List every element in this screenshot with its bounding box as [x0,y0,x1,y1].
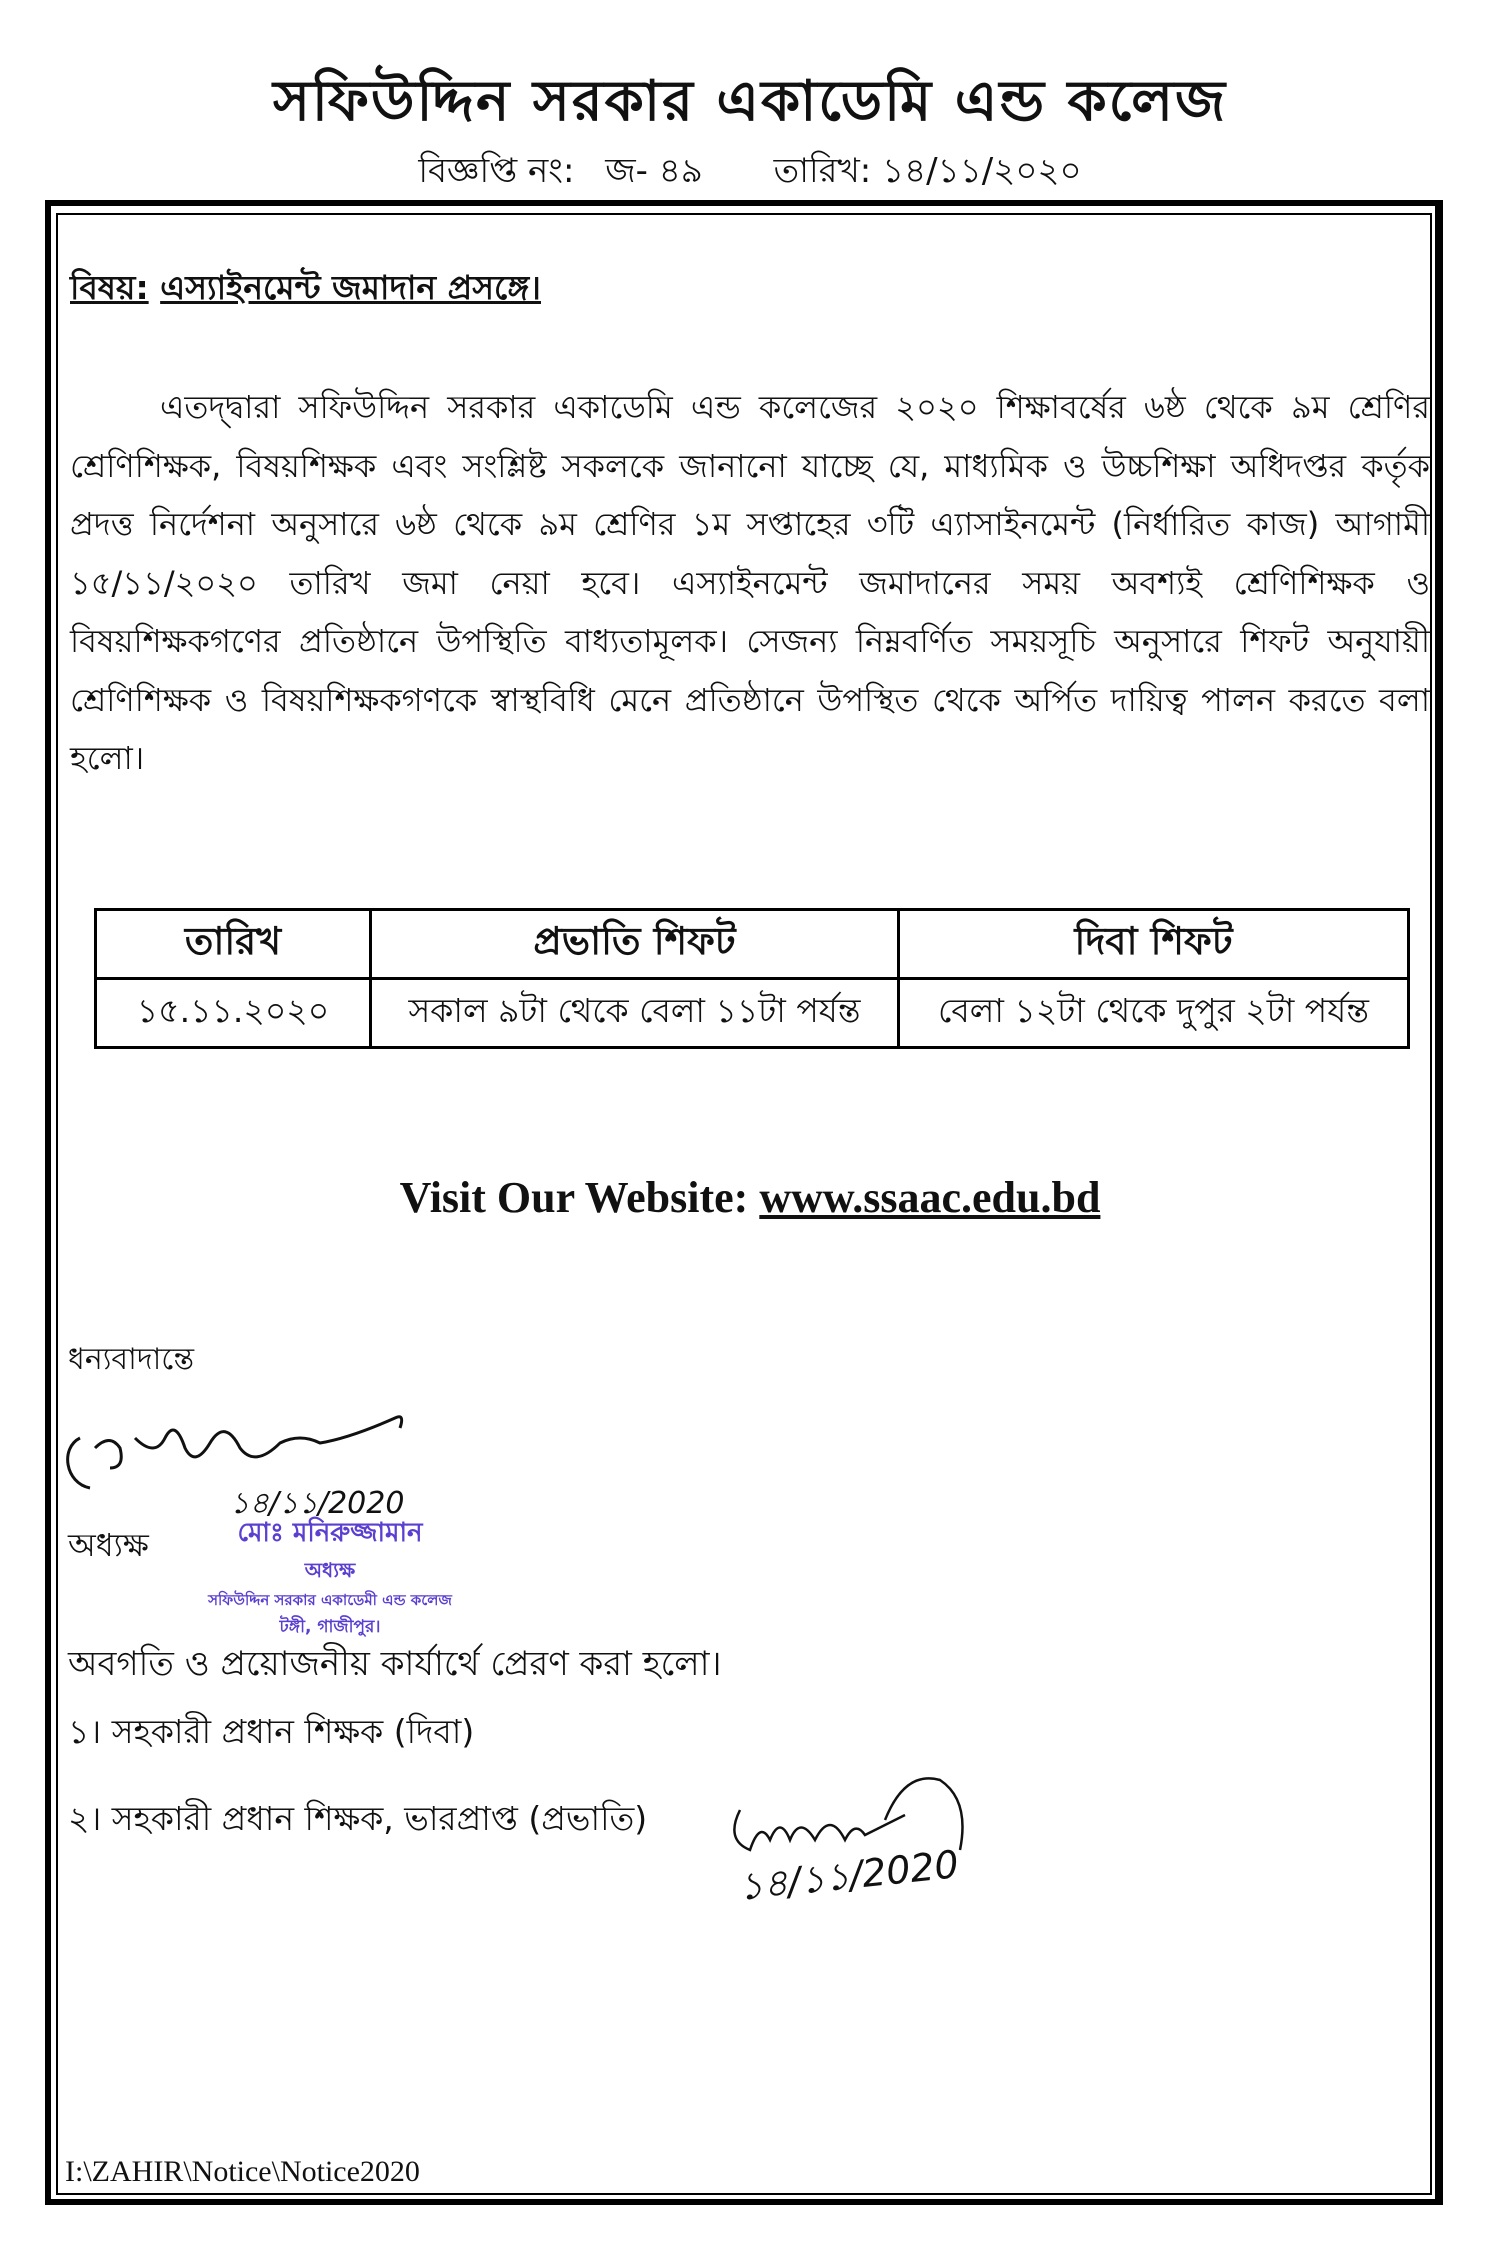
principal-title: অধ্যক্ষ [68,1526,149,1564]
closing: ধন্যবাদান্তে [68,1342,195,1377]
website-label: Visit Our Website: [399,1173,749,1222]
forwarding-text: অবগতি ও প্রয়োজনীয় কার্যার্থে প্রেরণ করা হলো। [68,1644,722,1684]
file-path-footer: I:\ZAHIR\Notice\Notice2020 [65,2155,420,2188]
subject-label: বিষয়: [70,268,149,307]
institution-title: সফিউদ্দিন সরকার একাডেমি এন্ড কলেজ [272,69,1228,134]
date-label: তারিখ: [773,151,872,191]
signature-date: ১৪/১১/2020 [230,1486,405,1518]
subject-text: এস্যাইনমেন্ট জমাদান প্রসঙ্গে। [160,268,541,307]
recipient-1: ১। সহকারী প্রধান শিক্ষক (দিবা) [68,1712,475,1751]
principal-signature [60,1408,480,1518]
stamp-name: মোঃ মনিরুজ্জামান [237,1518,423,1548]
recipient-2: ২। সহকারী প্রধান শিক্ষক, ভারপ্রাপ্ত (প্রভাতি) [68,1799,648,1838]
cell-day-shift: বেলা ১২টা থেকে দুপুর ২টা পর্যন্ত [899,979,1409,1048]
stamp-address: টঙ্গী, গাজীপুর। [279,1617,381,1637]
notice-date: ১৪/১১/২০২০ [882,151,1082,191]
cell-date: ১৫.১১.২০২০ [96,979,371,1048]
table-header-row [96,910,1409,979]
notice-info [0,145,1500,202]
website-line [0,1172,1500,1223]
stamp-designation: অধ্যক্ষ [304,1558,356,1582]
official-stamp [160,1512,500,1642]
table-row [96,979,1409,1048]
receipt-signature [720,1770,1060,1910]
stamp-institution: সফিউদ্দিন সরকার একাডেমী এন্ড কলেজ [208,1591,452,1609]
subject-line [70,262,541,318]
notice-no: জ- ৪৯ [605,151,703,191]
header-morning-shift: প্রভাতি শিফট [371,910,899,979]
receipt-date: ১৪/১১/2020 [736,1842,961,1909]
body-paragraph: এতদ্দ্বারা সফিউদ্দিন সরকার একাডেমি এন্ড কলেজের ২০২০ শিক্ষাবর্ষের ৬ষ্ঠ থেকে ৯ম শ্রেণির শ্রেণিশিক্ষক, বিষয়শিক্ষক এবং সংশ্লিষ্ট সকলকে জানানো যাচ্ছে যে, মাধ্যমিক ও উচ্চশিক্ষা অধিদপ্তর কর্তৃক প্রদত্ত নির্দেশনা অনুসারে ৬ষ্ঠ থেকে ৯ম শ্রেণির ১ম সপ্তাহের ৩টি এ্যাসাইনমেন্ট (নির্ধারিত কাজ) আগামী ১৫/১১/২০২০ তারিখ জমা নেয়া হবে। এস্যাইনমেন্ট জমাদানের সময় অবশ্যই শ্রেণিশিক্ষক ও বিষয়শিক্ষকগণের প্রতিষ্ঠানে উপস্থিতি বাধ্যতামূলক। সেজন্য নিম্নবর্ণিত সময়সূচি অনুসারে শিফট অনুযায়ী শ্রেণিশিক্ষক ও বিষয়শিক্ষকগণকে স্বাস্থবিধি মেনে প্রতিষ্ঠানে উপস্থিত থেকে অর্পিত দায়িত্ব পালন করতে বলা হলো। [70,388,1430,777]
cell-morning-shift: সকাল ৯টা থেকে বেলা ১১টা পর্যন্ত [371,979,899,1048]
schedule-table [94,908,1410,1049]
website-link[interactable]: www.ssaac.edu.bd [759,1173,1101,1222]
header-date: তারিখ [96,910,371,979]
notice-no-label: বিজ্ঞপ্তি নং: [418,151,575,191]
header-day-shift: দিবা শিফট [899,910,1409,979]
